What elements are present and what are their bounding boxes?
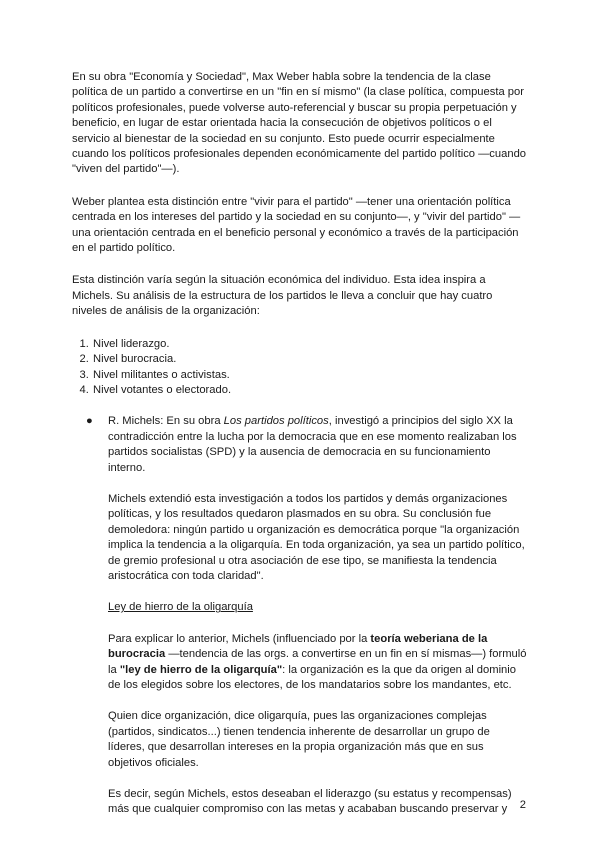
paragraph-michels-intro: R. Michels: En su obra Los partidos políticos, investigó a principios del siglo XX la contradicción entre la lucha por la democracia que en ese momento realizaban los partidos socialistas (SPD) y la ausencia de democracia en su funcionamiento interno.	[108, 415, 517, 474]
page-number: 2	[519, 799, 526, 811]
paragraph-michels-conclusion: Michels extendió esta investigación a todos los partidos y demás organizaciones políticas, y los resultados quedaron plasmados en su obra. Su conclusión fue demoledora: ningún partido u organización es democrática porque "la organización implica la tendencia a la oligarquía. En toda organización, ya sea un partido político, de gremio profesional u otra asociación de ese tipo, se manifiesta la tendencia aristocrática con toda claridad".	[108, 492, 525, 582]
paragraph-weber-economia: En su obra "Economía y Sociedad", Max Weber habla sobre la tendencia de la clase política de un partido a convertirse en un "fin en sí mismo" (la clase política, compuesta por políticos profesionales, puede volverse auto-referencial y buscar su propia perpetuación y beneficio, en lugar de estar orientada hacia la consecución de objetivos políticos o el servicio al bienestar de la sociedad en su conjunto. Esto puede ocurrir especialmente cuando los políticos profesionales dependen económicamente del partido político —cuando "viven del partido"—).	[72, 71, 527, 176]
paragraph-organizacion-oligarquia: Quien dice organización, dice oligarquía, pues las organizaciones complejas (partidos, sindicatos...) tienen tendencia inherente de desarrollar un grupo de líderes, que desarrollan intereses en la propia organización más que en sus objetivos oficiales.	[108, 710, 490, 769]
list-item: 3. Nivel militantes o activistas.	[92, 368, 528, 383]
work-title: Los partidos políticos	[223, 415, 329, 428]
page-content	[72, 70, 528, 834]
section-heading-ley-hierro: Ley de hierro de la oligarquía	[108, 601, 253, 614]
bold-ley-hierro: "ley de hierro de la oligarquía"	[119, 663, 283, 676]
michels-bullet	[72, 414, 528, 818]
list-item: 2. Nivel burocracia.	[92, 352, 528, 367]
paragraph-niveles-intro: Esta distinción varía según la situación económica del individuo. Esta idea inspira a Michels. Su análisis de la estructura de los partidos le lleva a concluir que hay cuatro niveles de análisis de la organización:	[72, 274, 493, 318]
paragraph-weber-distincion: Weber plantea esta distinción entre "vivir para el partido" —tener una orientación política centrada en los intereses del partido y la sociedad en su conjunto—, y "vivir del partido" —una orientación centrada en el beneficio personal y económico a través de la participación en el partido político.	[72, 195, 521, 255]
paragraph-es-decir: Es decir, según Michels, estos deseaban el liderazgo (su estatus y recompensas) más que cualquier compromiso con las metas y acababan buscando preservar y	[108, 788, 512, 816]
bullet-icon: ●	[86, 415, 93, 428]
bold-teoria-burocracia: teoría weberiana de la burocracia	[108, 632, 488, 661]
list-item: 4. Nivel votantes o electorado.	[92, 383, 528, 398]
list-item: 1. Nivel liderazgo.	[92, 337, 528, 352]
paragraph-ley-hierro: Para explicar lo anterior, Michels (influenciado por la teoría weberiana de la burocracia —tendencia de las orgs. a convertirse en un fin en sí mismas—) formuló la "ley de hierro de la oligarquía": la organización es la que da origen al dominio de los elegidos sobre los electores, de los mandatarios sobre los mandantes, etc.	[108, 632, 527, 691]
levels-list	[72, 337, 528, 399]
